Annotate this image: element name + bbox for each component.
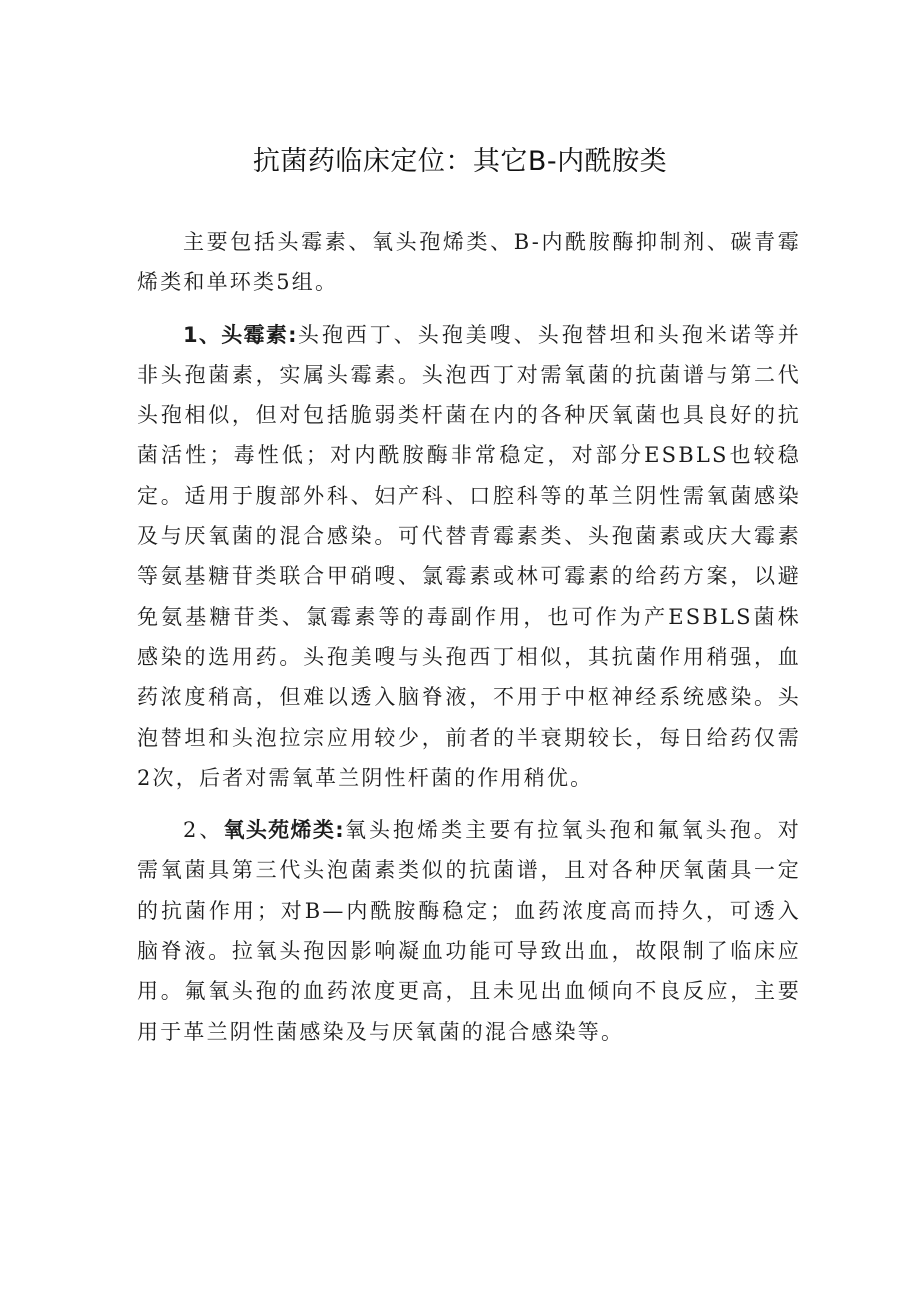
section-paragraph-1: [137, 315, 801, 799]
section-paragraph-2: [137, 810, 801, 1052]
document-body: [137, 222, 801, 1064]
section-heading-1: 头霉素:: [221, 322, 298, 347]
section-heading-2: 氧头苑烯类:: [223, 818, 345, 843]
intro-paragraph: 主要包括头霉素、氧头孢烯类、B-内酰胺酶抑制剂、碳青霉烯类和单环类5组。: [137, 230, 801, 295]
document-title: 抗菌药临床定位：其它B-内酰胺类: [252, 146, 668, 177]
section-text-2: 氧头抱烯类主要有拉氧头孢和氟氧头孢。对需氧菌具第三代头泡菌素类似的抗菌谱，且对各种厌氧菌具一定的抗菌作用；对B—内酰胺酶稳定；血药浓度高而持久，可透入脑脊液。拉氧头孢因影响凝血功能可导致出血，故限制了临床应用。氟氧头孢的血药浓度更高，且未见出血倾向不良反应，主要用于革兰阴性菌感染及与厌氧菌的混合感染等。: [137, 818, 801, 1044]
section-text-1: 头孢西丁、头孢美嗖、头孢替坦和头孢米诺等并非头孢菌素，实属头霉素。头泡西丁对需氧菌的抗菌谱与第二代头孢相似，但对包括脆弱类杆菌在内的各种厌氧菌也具良好的抗菌活性；毒性低；对内酰胺酶非常稳定，对部分ESBLS也较稳定。适用于腹部外科、妇产科、口腔科等的革兰阴性需氧菌感染及与厌氧菌的混合感染。可代替青霉素类、头孢菌素或庆大霉素等氨基糖苷类联合甲硝嗖、氯霉素或林可霉素的给药方案，以避免氨基糖苷类、氯霉素等的毒副作用，也可作为产ESBLS菌株感染的选用药。头孢美嗖与头孢西丁相似，其抗菌作用稍强，血药浓度稍高，但难以透入脑脊液，不用于中枢神经系统感染。头泡替坦和头泡拉宗应用较少，前者的半衰期较长，每日给药仅需2次，后者对需氧革兰阴性杆菌的作用稍优。: [137, 322, 801, 790]
section-number-2: 2、: [183, 818, 224, 843]
section-number-1: 1、: [183, 322, 222, 347]
